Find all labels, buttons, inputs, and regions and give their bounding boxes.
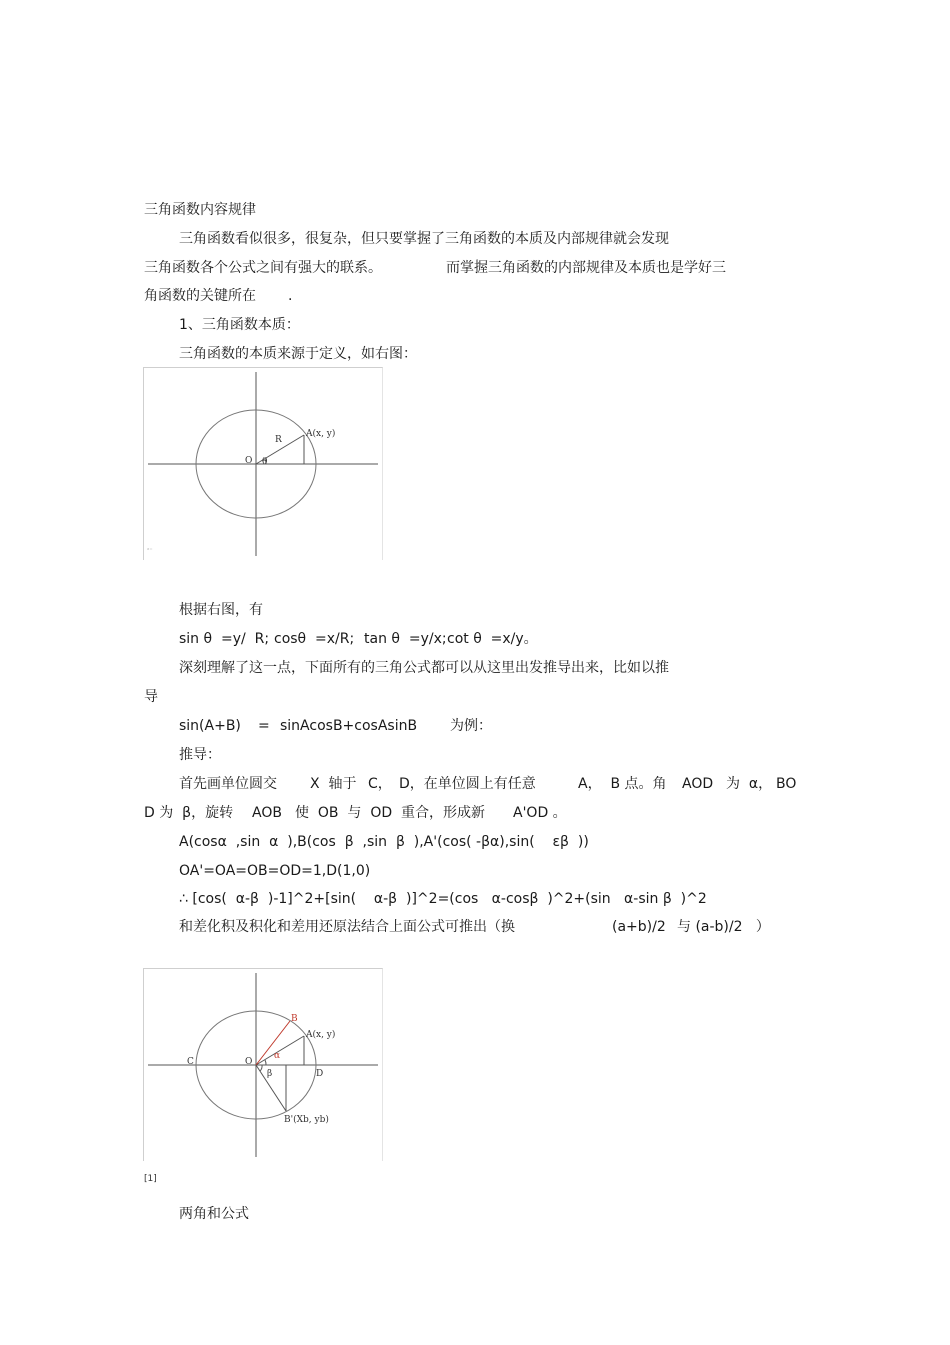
- def-tan: tan θ =y/x;: [364, 631, 447, 647]
- page-title: 三角函数内容规律: [144, 202, 256, 218]
- unit-circle-figure-1: [143, 367, 383, 560]
- point-a-label: A(x, y): [306, 1030, 336, 1040]
- conversion-line-c: 与 (a-b)/2 ）: [677, 919, 770, 935]
- angle-arc-alpha: [265, 1060, 266, 1065]
- derivation-heading: 推导：: [179, 747, 221, 763]
- step1-f: AOD: [682, 776, 714, 792]
- point-bprime-label: B'(Xb, yb): [284, 1115, 329, 1125]
- step1-c: C，: [368, 776, 392, 792]
- origin-label: O: [245, 1057, 253, 1067]
- distance-line: OA'=OA=OB=OD=1,D(1,0): [179, 863, 371, 879]
- point-b-label: B: [291, 1014, 298, 1024]
- intro-line-3b: .: [288, 288, 293, 304]
- def-sin: sin θ =y/ R;: [179, 631, 270, 647]
- intro-line-3a: 角函数的关键所在: [144, 288, 256, 304]
- intro-line-2b: 而掌握三角函数的内部规律及本质也是学好三: [446, 260, 726, 276]
- radius-label: R: [275, 435, 282, 445]
- theta-label: θ: [262, 457, 268, 467]
- conversion-line-a: 和差化积及积化和差用还原法结合上面公式可推出（换: [179, 919, 515, 935]
- coordinates-line: A(cosα ,sin α ),B(cos β ,sin β ),A'(cos( -βα),sin( εβ )): [179, 834, 589, 850]
- intro-line-1: 三角函数看似很多，很复杂，但只要掌握了三角函数的本质及内部规律就会发现: [179, 231, 669, 247]
- angle-arc-beta: [260, 1065, 262, 1071]
- unit-circle-diagram-1: [144, 368, 382, 560]
- section-essence-line: 三角函数的本质来源于定义，如右图：: [179, 346, 417, 362]
- section-heading-essence: 1、三角函数本质：: [179, 317, 300, 333]
- paragraph-deep-understanding-end: 导: [144, 689, 158, 705]
- radius-to-b: [256, 1021, 290, 1065]
- equation-rhs: sinAcosB+cosAsinB: [280, 718, 418, 734]
- step1b-d: A'OD 。: [513, 805, 567, 821]
- corner-mark: ᵃ⁼: [147, 547, 153, 554]
- step1-e: A， B 点。角: [578, 776, 667, 792]
- therefore-line: ∴ [cos( α-β )-1]^2+[sin( α-β )]^2=(cos α-cosβ )^2+(sin α-sin β )^2: [179, 891, 707, 907]
- unit-circle-figure-2: [143, 968, 383, 1161]
- step1-a: 首先画单位圆交: [179, 776, 277, 792]
- beta-label: β: [267, 1069, 273, 1079]
- def-cot: cot θ =x/y。: [447, 631, 538, 647]
- def-cos: cosθ =x/R;: [274, 631, 355, 647]
- step1b-a: D 为 β，旋转: [144, 805, 234, 821]
- step1b-b: AOB: [252, 805, 282, 821]
- reference-marker: [1]: [144, 1174, 157, 1184]
- step1-d: D，在单位圆上有任意: [399, 776, 536, 792]
- paragraph-by-figure: 根据右图，有: [179, 602, 263, 618]
- alpha-label: α: [274, 1051, 281, 1061]
- unit-circle-diagram-2: [144, 969, 382, 1161]
- point-c-label: C: [187, 1057, 194, 1067]
- intro-line-2a: 三角函数各个公式之间有强大的联系。: [144, 260, 382, 276]
- step1-h: BO: [776, 776, 797, 792]
- conversion-line-b: (a+b)/2: [612, 919, 666, 935]
- origin-label: O: [245, 456, 253, 466]
- paragraph-deep-understanding: 深刻理解了这一点，下面所有的三角公式都可以从这里出发推导出来，比如以推: [179, 660, 669, 676]
- point-a-label: A(x, y): [306, 429, 336, 439]
- step1-b: X 轴于: [310, 776, 357, 792]
- equation-lhs: sin(A+B): [179, 718, 241, 734]
- section-heading-sum-formula: 两角和公式: [179, 1206, 249, 1222]
- equation-sign: =: [258, 718, 270, 734]
- step1b-c: 使 OB 与 OD 重合，形成新: [295, 805, 486, 821]
- equation-tail: 为例：: [450, 718, 492, 734]
- step1-g: 为 α，: [726, 776, 773, 792]
- point-d-label: D: [316, 1069, 324, 1079]
